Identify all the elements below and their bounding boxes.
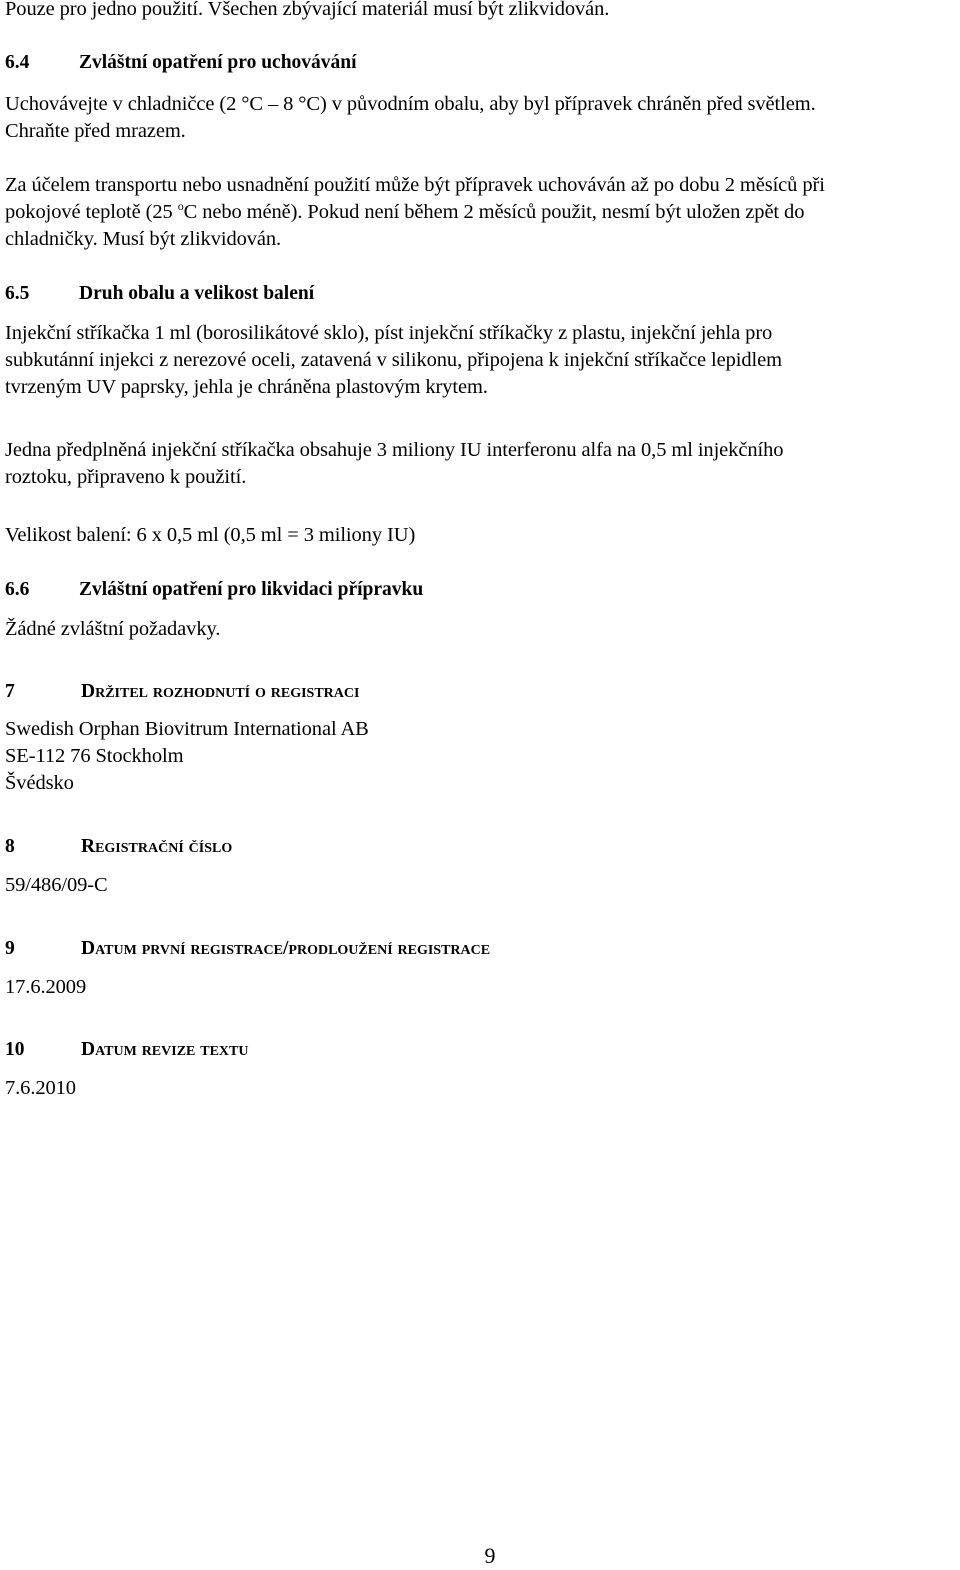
section-title: Zvláštní opatření pro likvidaci přípravku — [79, 579, 424, 600]
storage-text-line: Uchovávejte v chladničce (2 °C – 8 °C) v původním obalu, aby byl přípravek chráněn před světlem. — [5, 93, 816, 115]
holder-address-line: Švédsko — [5, 772, 74, 794]
section-number: 10 — [5, 1039, 25, 1060]
section-title: Registrační číslo — [81, 836, 233, 857]
transport-text-line — [5, 199, 804, 226]
storage-text-line: Chraňte před mrazem. — [5, 120, 186, 142]
package-text-line: tvrzeným UV paprsky, jehla je chráněna plastovým krytem. — [5, 376, 488, 398]
section-title: Druh obalu a velikost balení — [79, 283, 315, 304]
section-title: Datum revize textu — [81, 1039, 249, 1060]
package-text-line: Injekční stříkačka 1 ml (borosilikátové sklo), píst injekční stříkačky z plastu, injekční jehla pro — [5, 322, 773, 344]
section-title: Zvláštní opatření pro uchovávání — [79, 52, 357, 73]
transport-text-line: chladničky. Musí být zlikvidován. — [5, 228, 282, 250]
content-text-line: Jedna předplněná injekční stříkačka obsahuje 3 miliony IU interferonu alfa na 0,5 ml injekčního — [5, 439, 784, 461]
section-number: 6.5 — [5, 283, 30, 304]
registration-number: 59/486/09-C — [5, 874, 108, 896]
section-6-5-heading — [5, 280, 314, 307]
section-number: 8 — [5, 836, 15, 857]
section-8-heading — [5, 833, 232, 860]
revision-date: 7.6.2010 — [5, 1077, 76, 1099]
package-text-line: subkutánní injekci z nerezové oceli, zatavená v silikonu, připojena k injekční stříkačce lepidlem — [5, 349, 782, 371]
section-10-heading — [5, 1036, 248, 1063]
page-number: 9 — [484, 1543, 496, 1568]
section-title: Držitel rozhodnutí o registraci — [81, 681, 360, 702]
content-text-line: roztoku, připraveno k použití. — [5, 466, 247, 488]
section-9-heading — [5, 935, 490, 962]
holder-address-line: Swedish Orphan Biovitrum International AB — [5, 718, 369, 740]
holder-address-line: SE-112 76 Stockholm — [5, 745, 184, 767]
disposal-text: Pouze pro jedno použití. Všechen zbývající materiál musí být zlikvidován. — [5, 0, 610, 20]
pack-size-text: Velikost balení: 6 x 0,5 ml (0,5 ml = 3 miliony IU) — [5, 524, 416, 546]
section-number: 9 — [5, 938, 15, 959]
section-number: 7 — [5, 681, 15, 702]
section-number: 6.6 — [5, 579, 30, 600]
section-7-heading — [5, 678, 359, 705]
transport-text-part: pokojové teplotě (25 — [5, 201, 178, 223]
section-6-6-heading — [5, 576, 423, 603]
section-title: Datum první registrace/prodloužení registrace — [81, 938, 491, 959]
registration-date: 17.6.2009 — [5, 976, 87, 998]
transport-text-part: C nebo méně). Pokud není během 2 měsíců použit, nesmí být uložen zpět do — [183, 201, 805, 223]
disposal-requirements-text: Žádné zvláštní požadavky. — [5, 618, 221, 640]
degree-superscript: o — [177, 199, 184, 213]
transport-text-line: Za účelem transportu nebo usnadnění použití může být přípravek uchováván až po dobu 2 měsíců při — [5, 174, 825, 196]
section-6-4-heading — [5, 49, 357, 76]
section-number: 6.4 — [5, 52, 30, 73]
